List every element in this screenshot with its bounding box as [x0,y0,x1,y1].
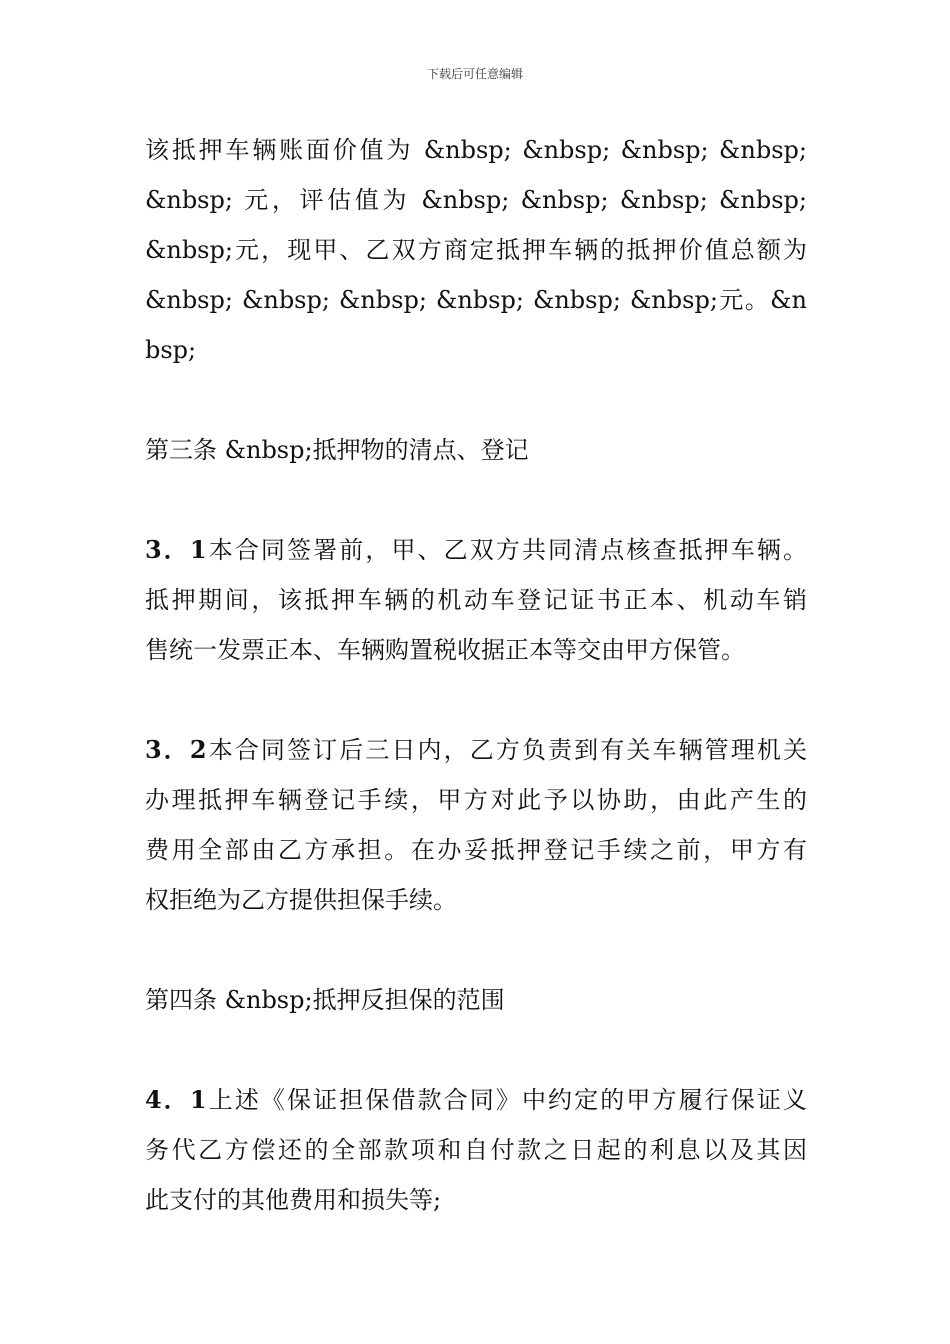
text-line: 务代乙方偿还的全部款项和自付款之日起的利息以及其因 [145,1136,807,1164]
clause-number: 3．1 [145,535,207,564]
clause-text: 本合同签署前，甲、乙双方共同清点核查抵押车辆。 [206,536,807,564]
text-line: 该抵押车辆账面价值为 &nbsp; &nbsp; &nbsp; &nbsp; [145,136,807,164]
text-line: &nbsp; 元，评估值为 &nbsp; &nbsp; &nbsp; &nbsp; [145,186,807,214]
valuation-paragraph [145,125,807,375]
clause-number: 3．2 [145,735,207,764]
document-body [145,125,807,1225]
clause-text: 上述《保证担保借款合同》中约定的甲方履行保证义 [206,1086,807,1114]
text-line [145,1075,807,1125]
text-line [145,525,807,575]
article-4-heading [145,975,807,1025]
text-line [145,725,807,775]
clause-3-2 [145,725,807,925]
clause-number: 4．1 [145,1085,207,1114]
clause-3-1 [145,525,807,675]
text-line: 费用全部由乙方承担。在办妥抵押登记手续之前，甲方有 [145,836,807,864]
text-line: 第四条 &nbsp;抵押反担保的范围 [145,986,505,1014]
text-line: 第三条 &nbsp;抵押物的清点、登记 [145,436,529,464]
text-line: &nbsp;元，现甲、乙双方商定抵押车辆的抵押价值总额为 [145,236,807,264]
clause-4-1 [145,1075,807,1225]
text-line: 办理抵押车辆登记手续，甲方对此予以协助，由此产生的 [145,786,807,814]
text-line: 权拒绝为乙方提供担保手续。 [145,886,457,914]
article-3-heading [145,425,807,475]
page-header: 下载后可任意编辑 [426,67,523,81]
text-line: &nbsp; &nbsp; &nbsp; &nbsp; &nbsp; &nbsp;元。&nbsp; [145,286,807,364]
text-line: 售统一发票正本、车辆购置税收据正本等交由甲方保管。 [145,636,745,664]
text-line: 抵押期间，该抵押车辆的机动车登记证书正本、机动车销 [145,586,807,614]
text-line: 此支付的其他费用和损失等; [145,1186,442,1214]
clause-text: 本合同签订后三日内，乙方负责到有关车辆管理机关 [206,736,807,764]
